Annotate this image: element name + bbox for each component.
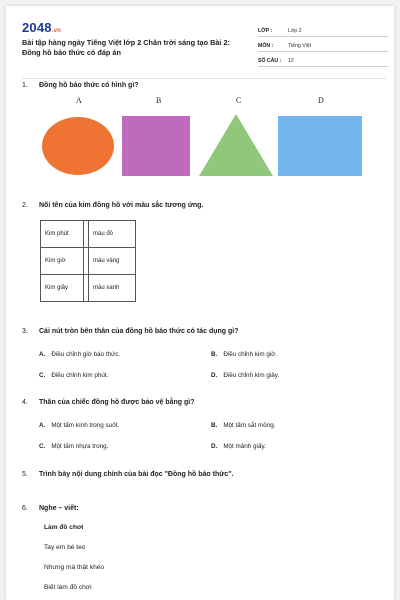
- option-letter: B.: [211, 422, 218, 429]
- color-cell[interactable]: màu vàng: [89, 248, 136, 275]
- option-text: Điều chỉnh giờ báo thức.: [51, 351, 121, 358]
- meta-key: SỐ CÂU :: [258, 58, 282, 64]
- meta-info: [258, 22, 388, 67]
- square-shape[interactable]: [122, 116, 190, 176]
- dictation-title: Làm đồ chơi: [44, 524, 84, 531]
- q4-option-c[interactable]: [39, 443, 108, 450]
- meta-value: Tiếng Việt: [288, 43, 312, 49]
- document-title: Bài tập hàng ngày Tiếng Việt lớp 2 Chân trời sáng tạo Bài 2: Đồng hồ báo thức có đáp án: [22, 38, 230, 57]
- hand-name-cell[interactable]: Kim phút: [41, 221, 84, 248]
- hand-name-cell[interactable]: Kim giây: [41, 275, 84, 302]
- q4-option-d[interactable]: [211, 443, 266, 450]
- question-text: Nghe – viết:: [39, 505, 79, 512]
- color-cell[interactable]: màu đỏ: [89, 221, 136, 248]
- question-number: 5.: [22, 471, 28, 478]
- shape-label-d: D: [318, 96, 324, 105]
- option-letter: D.: [211, 443, 218, 450]
- option-text: Điều chỉnh kim giây.: [223, 372, 280, 379]
- option-letter: A.: [39, 422, 46, 429]
- option-text: Một tấm kính trong suốt.: [51, 422, 120, 429]
- option-letter: D.: [211, 372, 218, 379]
- ellipse-shape[interactable]: [42, 117, 114, 175]
- q4-option-a[interactable]: [39, 422, 119, 429]
- meta-row-count: [258, 52, 388, 67]
- meta-row-class: [258, 22, 388, 37]
- dictation-line: Tay em bé teo: [44, 544, 86, 551]
- q4-option-b[interactable]: [211, 422, 275, 429]
- option-letter: C.: [39, 443, 46, 450]
- question-number: 1.: [22, 82, 28, 89]
- option-letter: B.: [211, 351, 218, 358]
- question-text: Đồng hồ báo thức có hình gì?: [39, 82, 139, 89]
- triangle-shape[interactable]: [199, 114, 273, 176]
- table-row: [41, 248, 136, 275]
- hand-name-cell[interactable]: Kim giờ: [41, 248, 84, 275]
- question-number: 6.: [22, 505, 28, 512]
- option-letter: A.: [39, 351, 46, 358]
- logo-main: 2048: [22, 20, 52, 35]
- q3-option-c[interactable]: [39, 372, 108, 379]
- shape-label-a: A: [76, 96, 82, 105]
- question-text: Trình bày nội dung chính của bài đọc "Đồng hồ báo thức".: [39, 471, 234, 478]
- option-letter: C.: [39, 372, 46, 379]
- question-number: 3.: [22, 328, 28, 335]
- dictation-line: Biết làm đồ chơi: [44, 584, 92, 591]
- option-text: Điều chỉnh kim giờ.: [223, 351, 278, 358]
- color-cell[interactable]: màu xanh: [89, 275, 136, 302]
- meta-row-subject: [258, 37, 388, 52]
- table-row: [41, 221, 136, 248]
- rectangle-shape[interactable]: [278, 116, 362, 176]
- site-logo[interactable]: [22, 20, 61, 35]
- question-text: Cái nút tròn bên thân của đồng hồ báo thức có tác dụng gì?: [39, 328, 239, 335]
- dictation-line: Nhưng mà thật khéo: [44, 564, 105, 571]
- question-text: Thân của chiếc đồng hồ được bảo vệ bằng gì?: [39, 399, 195, 406]
- worksheet-header: [22, 14, 388, 74]
- question-text: Nối tên của kim đồng hồ với màu sắc tương ứng.: [39, 202, 204, 209]
- logo-suffix: .vn: [51, 28, 62, 34]
- meta-value: Lớp 2: [288, 28, 302, 34]
- meta-key: MÔN :: [258, 43, 274, 49]
- option-text: Một mảnh giấy.: [223, 443, 266, 450]
- meta-value: 12: [288, 58, 294, 64]
- shape-label-c: C: [236, 96, 242, 105]
- shape-drawings: [42, 108, 372, 188]
- option-text: Một tấm sắt mỏng.: [223, 422, 276, 429]
- option-text: Điều chỉnh kim phút.: [51, 372, 109, 379]
- q3-option-b[interactable]: [211, 351, 277, 358]
- header-divider: [22, 78, 386, 79]
- worksheet-page: [6, 6, 394, 600]
- shape-choices: [42, 96, 372, 186]
- shape-label-b: B: [156, 96, 162, 105]
- matching-table: [40, 220, 136, 302]
- table-row: [41, 275, 136, 302]
- q3-option-d[interactable]: [211, 372, 279, 379]
- question-number: 2.: [22, 202, 28, 209]
- q3-option-a[interactable]: [39, 351, 120, 358]
- question-number: 4.: [22, 399, 28, 406]
- option-text: Một tấm nhựa trong.: [51, 443, 109, 450]
- meta-key: LỚP :: [258, 28, 273, 34]
